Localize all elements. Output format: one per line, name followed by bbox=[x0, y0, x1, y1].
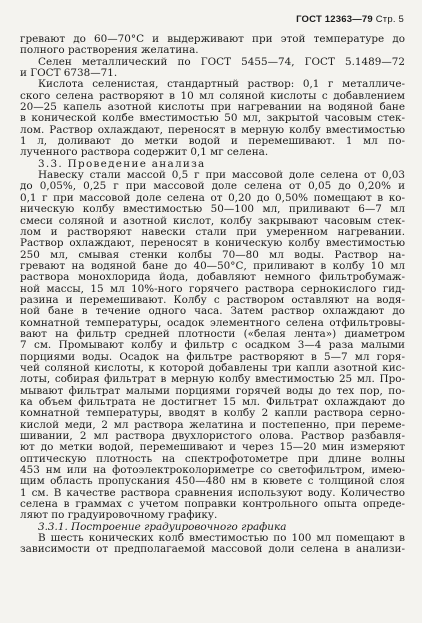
text-line: до 0,05%, 0,25 г при массовой доле селена от 0,05 до 0,20% и bbox=[20, 181, 405, 193]
text-line: вают на фильтр средней плотности («белая лента») диаметром bbox=[20, 328, 405, 340]
text-line: Раствор охлаждают, переносят в коническую колбу вместимостью bbox=[20, 238, 405, 250]
text-line: комнатной температуры, вводят в колбу 2 капли раствора серно- bbox=[20, 408, 405, 420]
text-line: кислой меди, 2 мл раствора желатина и постепенно, при переме- bbox=[20, 419, 405, 431]
text-line: раствора монохлорида йода, добавляют немного фильтробумаж- bbox=[20, 272, 405, 284]
text-line: полного растворения желатина. bbox=[20, 45, 199, 57]
text-line: в конической колбе вместимостью 50 мл, закрытой часовым стек- bbox=[20, 113, 405, 125]
text-line: гревают на водяной бане до 40—50°С, приливают в колбу 10 мл bbox=[20, 260, 405, 272]
text-line: и ГОСТ 6738—71. bbox=[20, 68, 118, 80]
text-line: ют до метки водой, перемешивают и через 15—20 мин измеряют bbox=[20, 442, 405, 454]
text-line: ной массы, 15 мл 10%-ного горячего раствора сернокислого гид- bbox=[20, 283, 405, 295]
text-line: зависимости от предполагаемой массовой доли селена в анализи- bbox=[20, 544, 405, 556]
page-number: Стр. 5 bbox=[375, 14, 404, 25]
text-line: шивании, 2 мл раствора двухлористого олова. Раствор разбавля- bbox=[20, 431, 405, 443]
text-line: ского селена растворяют в 10 мл соляной кислоты с добавлением bbox=[20, 90, 405, 102]
text-line: ка объем фильтрата не достигнет 15 мл. Фильтрат охлаждают до bbox=[20, 397, 405, 408]
text-line: селена в граммах с учетом поправки контрольного опыта опреде- bbox=[20, 499, 405, 511]
text-line: разина и перемешивают. Колбу с раствором оставляют на водя- bbox=[20, 294, 405, 306]
subsection-heading: 3.3.1. Построение градуировочного графика bbox=[38, 521, 287, 533]
text-line: лом и растворяют навески стали при умеренном нагревании. bbox=[20, 226, 405, 238]
text-line: Кислота селенистая, стандартный раствор: 0,1 г металличе- bbox=[38, 79, 405, 91]
text-line: мывают фильтрат малыми порциями горячей воды до тех пор, по- bbox=[20, 385, 405, 397]
text-line: 20—25 капель азотной кислоты при нагревании на водяной бане bbox=[20, 102, 405, 114]
section-heading: 3.3. Проведение анализа bbox=[38, 158, 206, 170]
text-line: ной бане в течение одного часа. Затем раствор охлаждают до bbox=[20, 306, 405, 318]
page-header bbox=[296, 14, 404, 25]
text-line: ническую колбу вместимостью 50—100 мл, приливают 6—7 мл bbox=[20, 204, 405, 216]
text-line: 1 л, доливают до метки водой и перемешивают. 1 мл по- bbox=[20, 136, 405, 148]
text-line: 250 мл, смывая стенки колбы 70—80 мл воды. Раствор на- bbox=[20, 249, 405, 261]
text-line: Навеску стали массой 0,5 г при массовой доле селена от 0,03 bbox=[38, 170, 405, 182]
text-line: порциями воды. Осадок на фильтре растворяют в 5—7 мл горя- bbox=[20, 351, 405, 363]
text-line: смеси соляной и азотной кислот, колбу закрывают часовым стек- bbox=[20, 215, 405, 227]
text-line: 1 см. В качестве раствора сравнения используют воду. Количество bbox=[20, 487, 405, 499]
text-line: комнатной температуры, осадок элементного селена отфильтровы- bbox=[20, 317, 405, 329]
text-line: 0,1 г при массовой доле селена от 0,20 до 0,50% помещают в ко- bbox=[20, 192, 405, 204]
text-line: 7 см. Промывают колбу и фильтр с осадком 3—4 раза малыми bbox=[20, 340, 405, 352]
text-line: Селен металлический по ГОСТ 5455—74, ГОСТ 5.1489—72 bbox=[38, 56, 405, 68]
text-line: лоты, собирая фильтрат в мерную колбу вместимостью 25 мл. Про- bbox=[20, 374, 405, 386]
text-line: щим область пропускания 450—480 нм в кювете с толщиной слоя bbox=[20, 476, 405, 488]
text-line: лученного раствора содержит 0,1 мг селена. bbox=[20, 147, 269, 159]
standard-number: ГОСТ 12363—79 bbox=[296, 14, 373, 25]
text-line: В шесть конических колб вместимостью по 100 мл помещают в bbox=[38, 533, 405, 545]
text-line: гревают до 60—70°С и выдерживают при этой температуре до bbox=[20, 34, 405, 45]
document-body bbox=[20, 34, 405, 556]
text-line: лом. Раствор охлаждают, переносят в мерную колбу вместимостью bbox=[20, 124, 405, 136]
text-line: оптическую плотность на спектрофотометре при длине волны bbox=[20, 453, 405, 465]
text-line: чей соляной кислоты, к которой добавлены три капли азотной кис- bbox=[20, 362, 405, 374]
text-line: 453 нм или на фотоэлектроколориметре со светофильтром, имею- bbox=[20, 465, 405, 477]
text-line: ляют по градуировочному графику. bbox=[20, 510, 218, 522]
